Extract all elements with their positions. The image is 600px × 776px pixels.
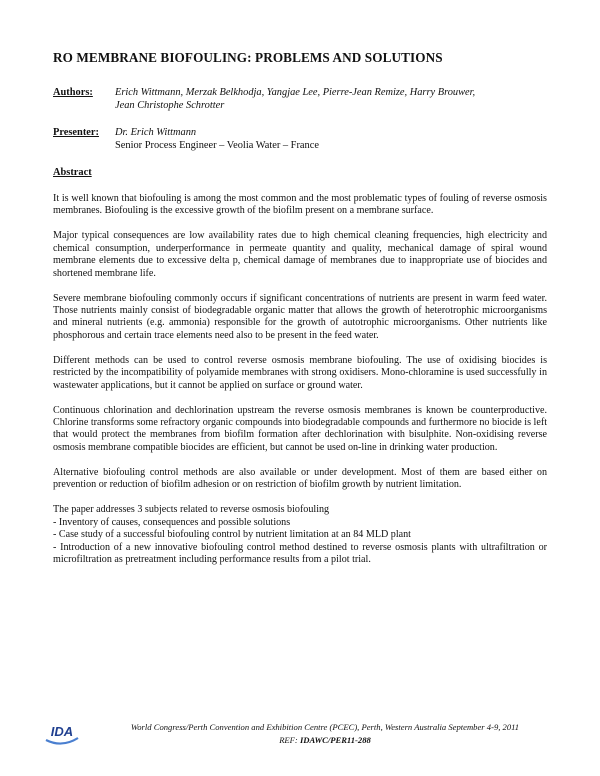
paragraph: Different methods can be used to control reverse osmosis membrane biofouling. The use of oxidising biocides is restricted by the incompatibility of polyamide membranes with strong oxidisers. Mono-chloramine is used successfully in wastewater applications, but it cannot be applied on surface or ground water. — [53, 354, 547, 391]
list-item: - Inventory of causes, consequences and possible solutions — [53, 516, 291, 528]
list-item: - Case study of a successful biofouling control by nutrient limitation at an 84 MLD plant — [53, 529, 411, 541]
presenter-name: Dr. Erich Wittmann — [115, 127, 197, 138]
footer-ref-label: REF: — [279, 735, 300, 745]
authors-list — [115, 86, 551, 112]
authors-line-1: Erich Wittmann, Merzak Belkhodja, Yangjae Lee, Pierre-Jean Remize, Harry Brouwer, — [115, 87, 476, 98]
ida-logo-icon — [44, 718, 80, 748]
paragraph: It is well known that biofouling is among the most common and the most problematic types of fouling of reverse osmosis membranes. Biofouling is the excessive growth of the biofilm present on a membrane surface. — [53, 193, 547, 217]
presenter-role: Senior Process Engineer – Veolia Water – France — [115, 140, 319, 151]
paragraph: Continuous chlorination and dechlorination upstream the reverse osmosis membranes is known be counterproductive. Chlorine transforms some refractory organic compounds into biodegradable compounds and furthermore no biocide is left that would protect the membranes from biofilm formation after dechlorination with bisulphite. Non-oxidising reverse osmosis membrane compatible biocides are efficient, but cannot be used on-line in drinking water production. — [53, 404, 547, 453]
presenter-label: Presenter: — [53, 127, 99, 138]
subject-list — [53, 517, 547, 567]
closing-section — [53, 504, 547, 566]
list-item: - Introduction of a new innovative biofouling control method destined to reverse osmosis plants with ultrafiltration or microfiltration as pretreatment including performance results from a pilot trial. — [53, 541, 547, 565]
presenter-info — [115, 126, 551, 152]
footer-conference: World Congress/Perth Convention and Exhibition Centre (PCEC), Perth, Western Australia September 4-9, 2011 — [130, 722, 520, 732]
footer-ref-value: IDAWC/PER11-288 — [299, 735, 371, 745]
closing-intro: The paper addresses 3 subjects related to reverse osmosis biofouling — [53, 504, 330, 516]
paper-title: RO MEMBRANE BIOFOULING: PROBLEMS AND SOLUTIONS — [53, 50, 443, 65]
abstract-heading: Abstract — [53, 167, 92, 178]
footer-reference — [90, 735, 560, 745]
abstract-body — [53, 193, 547, 566]
paragraph: Severe membrane biofouling commonly occurs if significant concentrations of nutrients are present in warm feed water. Those nutrients mainly consist of biodegradable organic matter that allows the growth of heterotrophic microorganisms and mineral nutrients (e.g. ammonia) responsible for the growth of autotrophic microorganisms. Other nutrients like phosphorous and certain trace elements need also to be present in the feed water. — [53, 292, 547, 341]
authors-line-2: Jean Christophe Schrotter — [115, 100, 225, 111]
page-footer — [40, 716, 560, 756]
logo-text: IDA — [50, 724, 74, 739]
authors-label: Authors: — [53, 87, 93, 98]
paragraph: Major typical consequences are low availability rates due to high chemical cleaning frequencies, high electricity and chemical consumption, underperformance in permeate quantity and quality, mechanical damage of spiral wound membrane elements due to excessive delta p, chemical damage of membranes due to inappropriate use of biocides and shortened membrane life. — [53, 230, 547, 279]
paragraph: Alternative biofouling control methods are also available or under development. Most of them are based either on prevention or reduction of biofilm adhesion or on restriction of biofilm growth by nutrient limitation. — [53, 466, 547, 491]
